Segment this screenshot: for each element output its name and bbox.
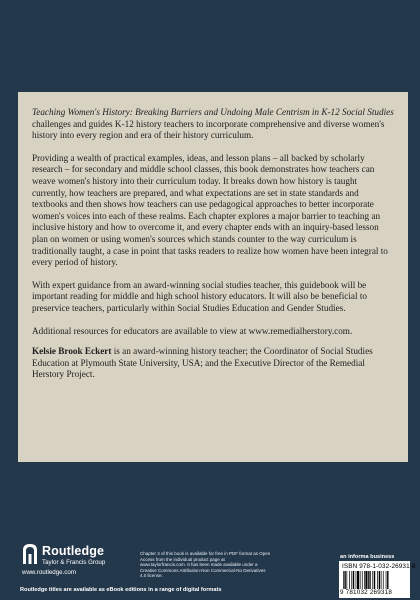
description-panel (18, 92, 408, 462)
ebook-note: Routledge titles are available as eBook editions in a range of digital formats (20, 587, 222, 593)
routledge-emblem-icon (20, 542, 40, 566)
publisher-name: Routledge (42, 544, 105, 558)
description-paragraph: Providing a wealth of practical examples, ideas, and lesson plans – all backed by scholarly research – for secondary and middle school classes, this book demonstrates how teachers can weave women's history into their curriculum today. It breaks down how history is taught currently, how teachers are prepared, and what expectations are set in state standards and textbooks and then shows how teachers can use pedagogical approaches to better incorporate women's voices into each of these realms. Each chapter explores a major barrier to teaching an inclusive history and how to overcome it, and every chapter ends with an inquiry-based lesson plan on women or using women's sources which stands counter to the way curriculum is traditionally taught, a case in point that tasks readers to realize how women have been integral to every period of history. (32, 152, 388, 268)
barcode-icon (343, 571, 406, 589)
resources-paragraph: Additional resources for educators are available to view at www.remedialherstory.com. (32, 325, 353, 336)
routledge-logo (20, 542, 115, 582)
informa-label: an informa business (340, 554, 395, 560)
open-access-note: Chapter 3 of this book is available for free in PDF format as Open Access from the individual product page at www.taylorfrancis.com. It has been made available under a Creative Commons Attribution-Non Commercial-No Derivatives 4.0 license. (140, 551, 271, 579)
audience-paragraph: With expert guidance from an award-winning social studies teacher, this guidebook will be important reading for middle and high school history educators. It will also be beneficial to preservice teachers, particularly within Social Studies Education and Gender Studies. (32, 279, 368, 313)
publisher-group: Taylor & Francis Group (42, 559, 106, 566)
barcode-number: 9 781032 269318 (340, 589, 393, 596)
book-title: Teaching Women's History: Breaking Barriers and Undoing Male Centrism in K-12 Social Studies (32, 107, 394, 117)
intro-paragraph (32, 107, 394, 142)
publisher-url[interactable]: www.routledge.com (22, 569, 76, 576)
author-name: Kelsie Brook Eckert (32, 346, 112, 357)
isbn-label: ISBN 978-1-032-26931-8 (342, 563, 416, 570)
author-bio-text: is an award-winning history teacher; the Coordinator of Social Studies Education at Plymouth State University, USA; and the Executive Director of the Remedial Herstory Project. (32, 346, 373, 380)
barcode-block (339, 561, 416, 598)
author-bio (32, 346, 394, 381)
cover-footer (0, 462, 420, 600)
intro-text: challenges and guides K-12 history teachers to incorporate comprehensive and diverse women's history into every region and era of their history curriculum. (32, 118, 385, 141)
